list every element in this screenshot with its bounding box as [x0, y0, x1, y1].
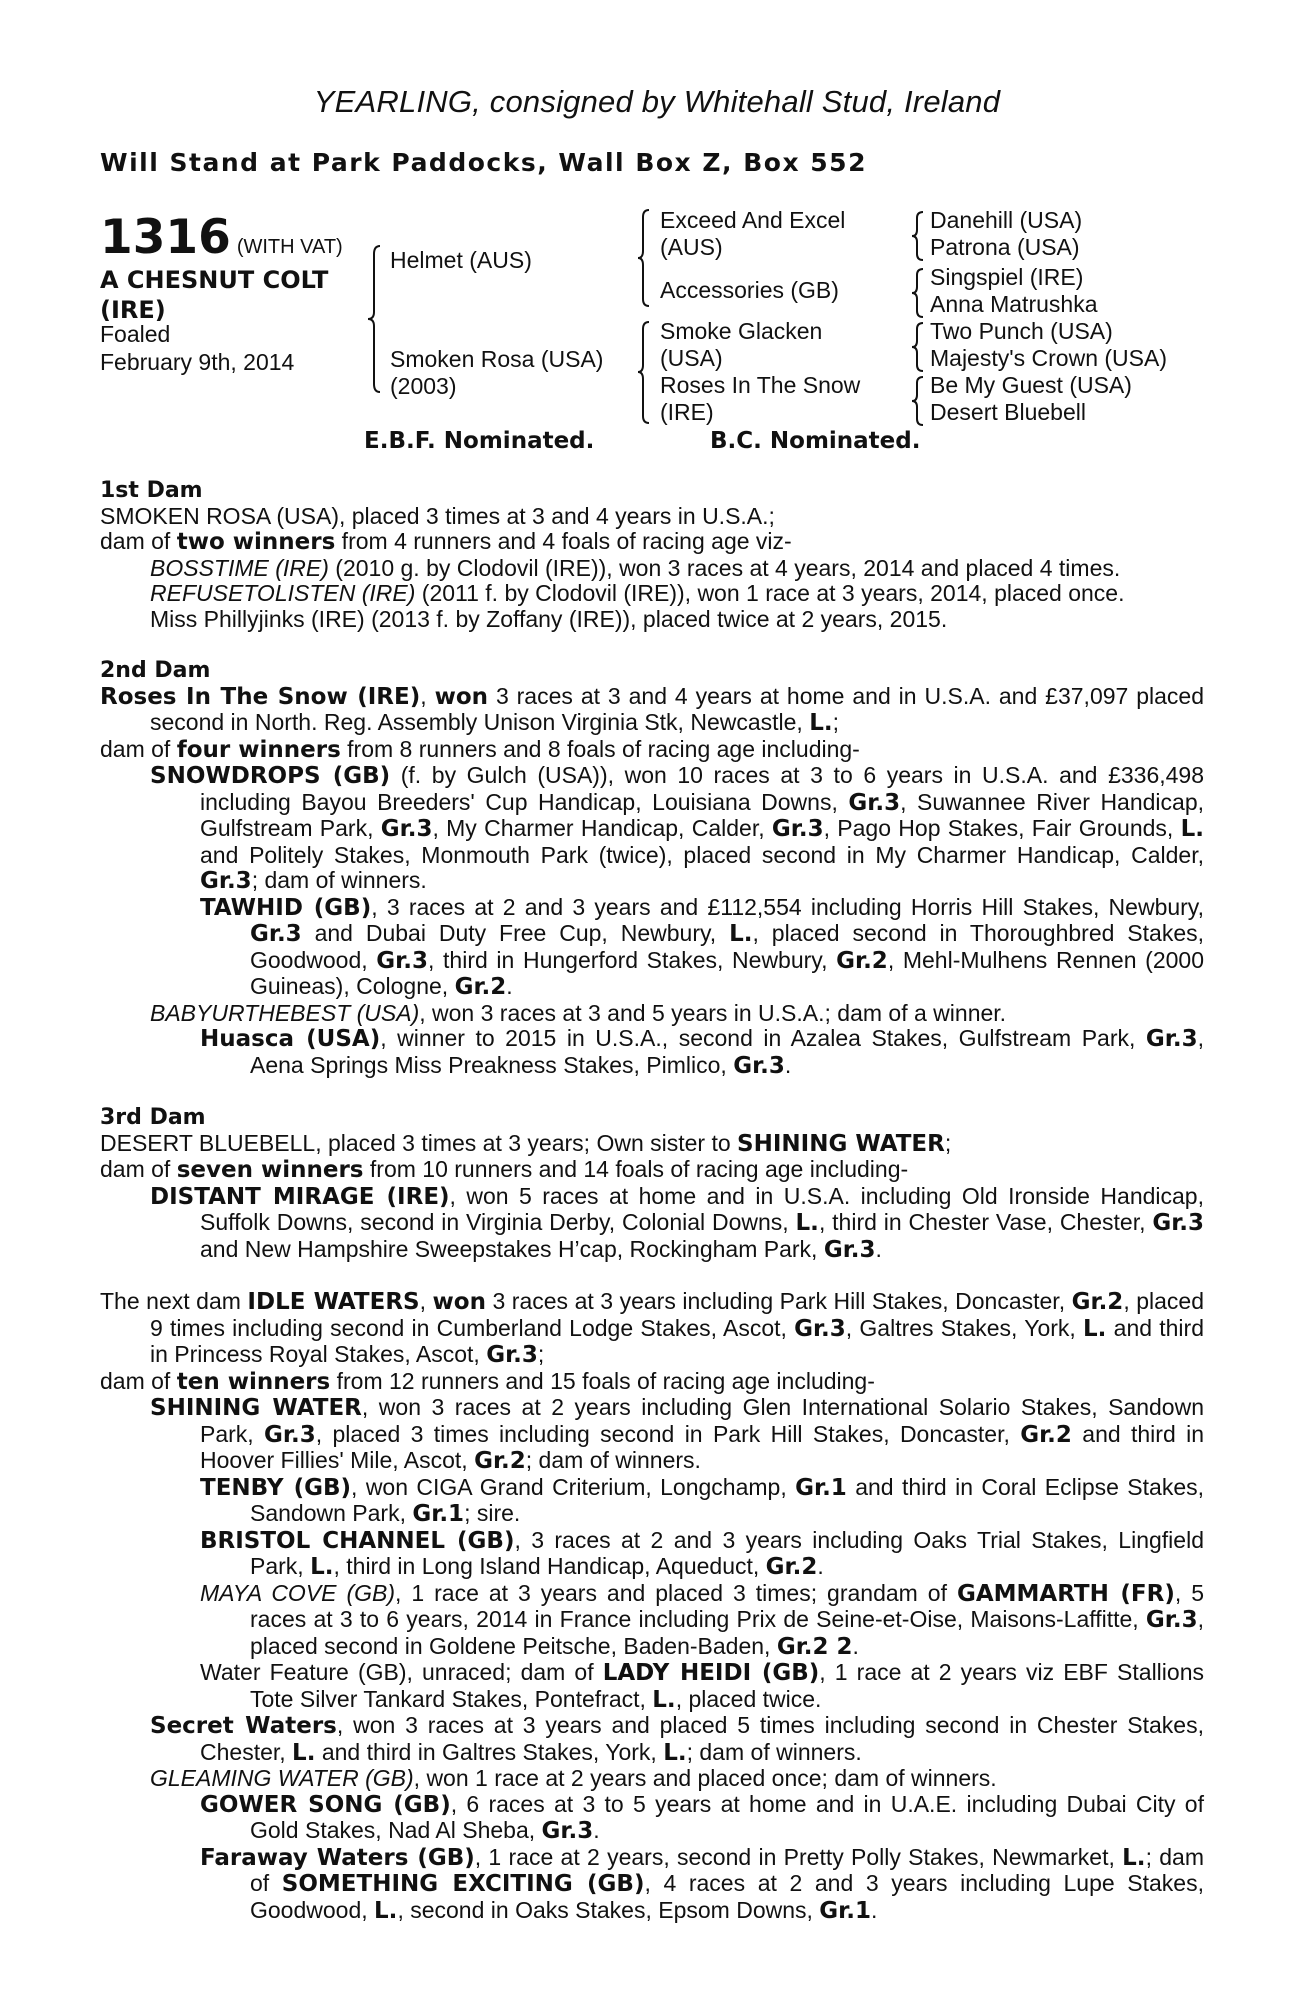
fourth-dam-grandchild-6: Faraway Waters (GB), 1 race at 2 years, second in Pretty Polly Stakes, Newmarket, L.; dam of SOMETHING EXCITING (GB), 4 races at 2 and 3 years including Lupe Stakes, Goodwood, L., second in Oaks Stakes, Epsom Downs, Gr.1. — [200, 1843, 1204, 1924]
sire-name: Helmet (AUS) — [390, 247, 532, 273]
dam-name-line-1: Smoken Rosa (USA) — [390, 346, 604, 372]
second-dam-grandchild-2: Huasca (USA), winner to 2015 in U.S.A., second in Azalea Stakes, Gulfstream Park, Gr.3, Aena Springs Miss Preakness Stakes, Pimlico, Gr.3. — [200, 1025, 1204, 1079]
fourth-dam-grandchild-1: TENBY (GB), won CIGA Grand Criterium, Longchamp, Gr.1 and third in Coral Eclipse Stakes, Sandown Park, Gr.1; sire. — [200, 1473, 1204, 1527]
second-dam-runner-2: BABYURTHEBEST (USA), won 3 races at 3 and 5 years in U.S.A.; dam of a winner. — [150, 999, 1007, 1026]
dd-dam: Desert Bluebell — [930, 399, 1086, 425]
sire-sire-line-1: Exceed And Excel — [660, 207, 846, 233]
third-dam-runner-1: DISTANT MIRAGE (IRE), won 5 races at home and in U.S.A. including Old Ironside Handicap, Suffolk Downs, second in Virginia Derby, Colonial Downs, L., third in Chester Vase, Chester, Gr.3 and New Hampshire Sweepstakes H’cap, Rockingham Park, Gr.3. — [150, 1182, 1205, 1263]
ebf-nomination: E.B.F. Nominated. — [364, 428, 595, 454]
fourth-dam-runner-3: GLEAMING WATER (GB), won 1 race at 2 years and placed once; dam of winners. — [150, 1765, 997, 1791]
fourth-dam-runner-2: Secret Waters, won 3 races at 3 years and placed 5 times including second in Chester Stakes, Chester, L. and third in Galtres Stakes, York, L.; dam of winners. — [150, 1712, 1204, 1766]
lot-heading — [100, 210, 343, 265]
dam-dam-line-2: (IRE) — [660, 399, 714, 425]
sire-sire — [660, 207, 845, 261]
fourth-dam-grandchild-4: Water Feature (GB), unraced; dam of LADY HEIDI (GB), 1 race at 2 years viz EBF Stallions Tote Silver Tankard Stakes, Pontefract, L., placed twice. — [200, 1659, 1204, 1713]
sire-sire-line-2: (AUS) — [660, 234, 723, 260]
dam-dam — [660, 372, 860, 426]
brace-sd — [910, 267, 928, 319]
fourth-dam-grandchild-5: GOWER SONG (GB), 6 races at 3 to 5 years at home and in U.A.E. including Dubai City of Gold Stakes, Nad Al Sheba, Gr.3. — [200, 1790, 1204, 1844]
stand-location: Will Stand at Park Paddocks, Wall Box Z, Box 552 — [100, 148, 867, 177]
foaled-label: Foaled — [100, 321, 171, 347]
dam-name — [390, 346, 603, 400]
third-dam-line: DESERT BLUEBELL, placed 3 times at 3 years; Own sister to SHINING WATER; — [100, 1129, 952, 1157]
second-dam-line: Roses In The Snow (IRE), won 3 races at 3 and 4 years at home and in U.S.A. and £37,097 placed second in North. Reg. Assembly Unison Virginia Stk, Newcastle, L.; — [100, 682, 1205, 736]
brace-dam — [636, 320, 654, 425]
brace-ss — [910, 210, 928, 262]
first-dam-title: 1st Dam — [100, 478, 203, 503]
dam-sire-line-1: Smoke Glacken — [660, 318, 823, 344]
first-dam-line: SMOKEN ROSA (USA), placed 3 times at 3 and 4 years in U.S.A.; — [100, 502, 775, 529]
sd-dam: Anna Matrushka — [930, 291, 1098, 317]
foaled-info — [100, 320, 294, 376]
brace-ds — [910, 321, 928, 373]
second-dam-grandchild-1: TAWHID (GB), 3 races at 2 and 3 years and £112,554 including Horris Hill Stakes, Newbury, Gr.3 and Dubai Duty Free Cup, Newbury, L., placed second in Thoroughbred Stakes, Goodwood, Gr.3, third in Hungerford Stakes, Newbury, Gr.2, Mehl-Mulhens Rennen (2000 Guineas), Cologne, Gr.2. — [200, 893, 1205, 1000]
ss-dam: Patrona (USA) — [930, 234, 1080, 260]
bc-nomination: B.C. Nominated. — [710, 428, 921, 454]
consignment-heading: YEARLING, consigned by Whitehall Stud, Ireland — [313, 84, 1001, 119]
second-dam-title: 2nd Dam — [100, 658, 211, 683]
first-dam-runner-2: REFUSETOLISTEN (IRE) (2011 f. by Clodovil (IRE)), won 1 race at 3 years, 2014, placed once. — [150, 580, 1125, 606]
horse-description — [100, 265, 328, 325]
dam-sire — [660, 318, 822, 372]
fourth-dam-line: The next dam IDLE WATERS, won 3 races at 3 years including Park Hill Stakes, Doncaster, Gr.2, placed 9 times including second in Cumberland Lodge Stakes, Ascot, Gr.3, Galtres Stakes, York, L. and third in Princess Royal Stakes, Ascot, Gr.3; — [100, 1288, 1204, 1368]
ds-sire: Two Punch (USA) — [930, 318, 1113, 344]
dam-name-line-2: (2003) — [390, 373, 457, 399]
ds-dam: Majesty's Crown (USA) — [930, 345, 1167, 371]
sire-dam: Accessories (GB) — [660, 277, 839, 303]
vat-note: (WITH VAT) — [236, 236, 343, 258]
brace-dd — [910, 375, 928, 427]
dam-dam-line-1: Roses In The Snow — [660, 372, 861, 398]
brace-sire — [636, 208, 654, 308]
fourth-dam-grandchild-3: MAYA COVE (GB), 1 race at 3 years and placed 3 times; grandam of GAMMARTH (FR), 5 races at 3 to 6 years, 2014 in France including Prix de Seine-et-Oise, Maisons-Laffitte, Gr.3, placed second in Goldene Peitsche, Baden-Baden, Gr.2 2. — [200, 1579, 1205, 1660]
fourth-dam-runner-1: SHINING WATER, won 3 races at 2 years including Glen International Solario Stakes, Sandown Park, Gr.3, placed 3 times including second in Park Hill Stakes, Doncaster, Gr.2 and third in Hoover Fillies' Mile, Ascot, Gr.2; dam of winners. — [150, 1394, 1204, 1474]
sd-sire: Singspiel (IRE) — [930, 264, 1084, 290]
dd-sire: Be My Guest (USA) — [930, 372, 1132, 398]
first-dam-runner-3: Miss Phillyjinks (IRE) (2013 f. by Zoffany (IRE)), placed twice at 2 years, 2015. — [150, 605, 948, 632]
fourth-dam-produce: dam of ten winners from 12 runners and 15 foals of racing age including- — [100, 1367, 875, 1395]
first-dam-runner-1: BOSSTIME (IRE) (2010 g. by Clodovil (IRE)), won 3 races at 4 years, 2014 and placed 4 times. — [150, 554, 1121, 581]
fourth-dam-grandchild-2: BRISTOL CHANNEL (GB), 3 races at 2 and 3 years including Oaks Trial Stakes, Lingfield Park, L., third in Long Island Handicap, Aqueduct, Gr.2. — [200, 1526, 1204, 1580]
second-dam-runner-1: SNOWDROPS (GB) (f. by Gulch (USA)), won 10 races at 3 to 6 years in U.S.A. and £336,498 including Bayou Breeders' Cup Handicap, Louisiana Downs, Gr.3, Suwannee River Handicap, Gulfstream Park, Gr.3, My Charmer Handicap, Calder, Gr.3, Pago Hop Stakes, Fair Grounds, L. and Politely Stakes, Monmouth Park (twice), placed second in My Charmer Handicap, Calder, Gr.3; dam of winners. — [150, 762, 1205, 894]
ss-sire: Danehill (USA) — [930, 207, 1083, 233]
third-dam-produce: dam of seven winners from 10 runners and 14 foals of racing age including- — [100, 1156, 909, 1183]
dam-sire-line-2: (USA) — [660, 345, 723, 371]
foaled-date: February 9th, 2014 — [100, 349, 295, 375]
second-dam-produce: dam of four winners from 8 runners and 8 foals of racing age including- — [100, 735, 860, 763]
horse-line-2: (IRE) — [100, 296, 166, 324]
third-dam-title: 3rd Dam — [100, 1105, 206, 1130]
pedigree-block — [0, 0, 1314, 460]
first-dam-produce: dam of two winners from 4 runners and 4 foals of racing age viz- — [100, 528, 792, 555]
brace-gen1 — [366, 244, 386, 394]
pedigree-notes — [100, 478, 1204, 1924]
horse-line-1: A CHESNUT COLT — [100, 266, 329, 294]
lot-number: 1316 — [100, 210, 231, 265]
